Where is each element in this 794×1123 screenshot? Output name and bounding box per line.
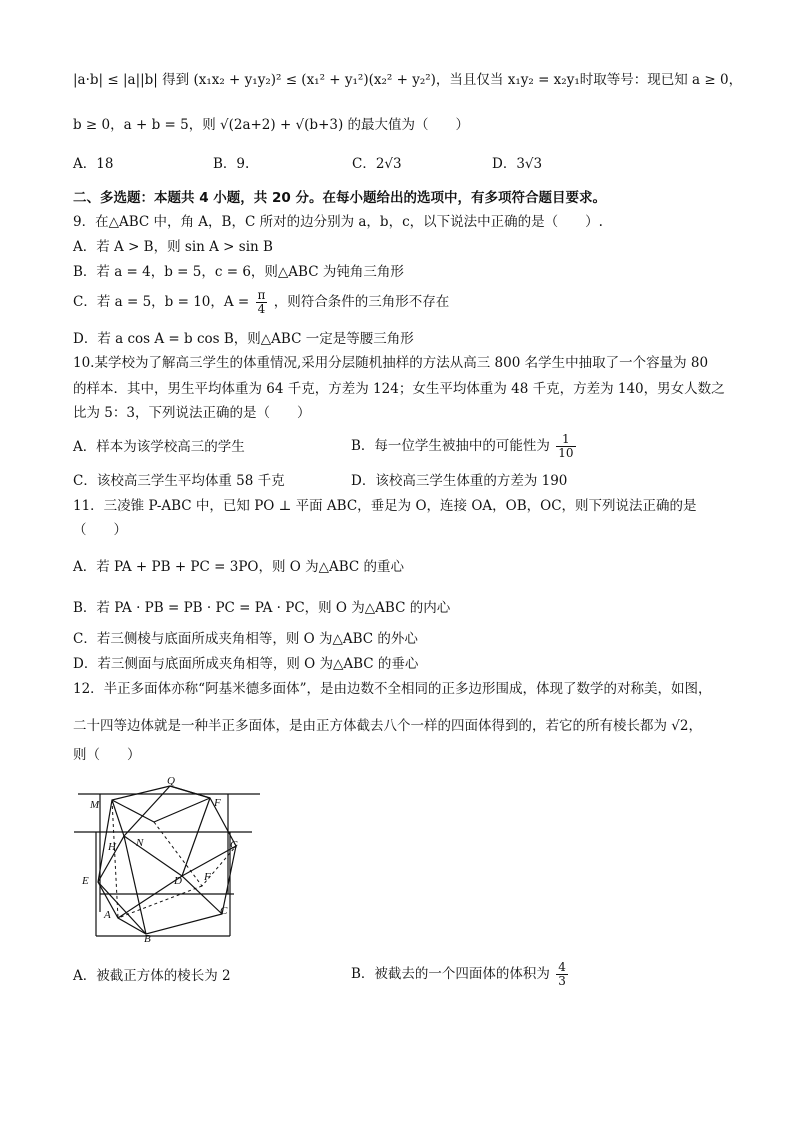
figure-label-f-top: F [214, 797, 221, 809]
q12-option-a[interactable]: A．被截正方体的棱长为 2 [73, 968, 231, 984]
q8-line-1: |a·b| ≤ |a||b| 得到 (x₁x₂ + y₁y₂)² ≤ (x₁² + y₁²)(x₂² + y₂²)，当且仅当 x₁y₂ = x₂y₁时取等号：现已知 a ≥ 0， [73, 72, 743, 88]
figure-label-g: G [230, 839, 238, 851]
q9-option-a[interactable]: A．若 A > B，则 sin A > sin B [73, 239, 273, 255]
q10-option-b-numerator: 1 [556, 433, 575, 447]
q12-option-b-denominator: 3 [558, 974, 566, 988]
q12-option-b-prefix: B．被截去的一个四面体的体积为 [351, 966, 550, 982]
q9-option-c-prefix: C．若 a = 5，b = 10，A = [73, 294, 250, 310]
q8-option-c[interactable]: C．2√3 [352, 156, 402, 172]
q9-option-c-fraction [256, 289, 268, 316]
section-2-title: 二、多选题：本题共 4 小题，共 20 分。在每小题给出的选项中，有多项符合题目要求。 [73, 190, 606, 206]
q10-line-3: 比为 5：3，下列说法正确的是（ ） [73, 405, 311, 421]
polyhedron-diagram [70, 776, 270, 944]
q12-line-2: 二十四等边体就是一种半正多面体，是由正方体截去八个一样的四面体得到的，若它的所有棱长都为 √2， [73, 718, 702, 734]
q11-option-b[interactable]: B．若 PA · PB = PB · PC = PA · PC，则 O 为△ABC 的内心 [73, 600, 451, 616]
q9-option-d[interactable]: D．若 a cos A = b cos B，则△ABC 一定是等腰三角形 [73, 331, 414, 347]
q10-line-1: 10.某学校为了解高三学生的体重情况,采用分层随机抽样的方法从高三 800 名学生中抽取了一个容量为 80 [73, 355, 709, 371]
q12-line-1: 12．半正多面体亦称“阿基米德多面体”，是由边数不全相同的正多边形围成，体现了数学的对称美，如图， [73, 681, 712, 697]
q10-option-c[interactable]: C．该校高三学生平均体重 58 千克 [73, 473, 285, 489]
q11-line-1: 11．三凌锥 P-ABC 中，已知 PO ⊥ 平面 ABC，垂足为 O，连接 OA，OB，OC，则下列说法正确的是 [73, 498, 697, 514]
q8-option-b[interactable]: B．9. [213, 156, 250, 172]
q9-option-c-suffix: ，则符合条件的三角形不存在 [273, 294, 450, 310]
figure-label-f: F [204, 871, 211, 883]
figure-label-a: A [104, 909, 111, 921]
q10-option-b-prefix: B．每一位学生被抽中的可能性为 [351, 438, 550, 454]
figure-label-c: C [220, 905, 228, 917]
q8-line-2: b ≥ 0，a + b = 5，则 √(2a+2) + √(b+3) 的最大值为（ ） [73, 117, 470, 133]
polyhedron-figure [70, 776, 270, 944]
q9-option-c[interactable] [73, 289, 449, 316]
figure-label-b: B [144, 933, 151, 944]
q10-option-b-denominator: 10 [558, 446, 574, 460]
figure-label-q: Q [167, 776, 175, 787]
figure-label-d: D [174, 875, 182, 887]
figure-label-m: M [90, 799, 100, 811]
q11-option-d[interactable]: D．若三侧面与底面所成夹角相等，则 O 为△ABC 的垂心 [73, 656, 419, 672]
q9-stem: 9．在△ABC 中，角 A，B，C 所对的边分别为 a，b，c，以下说法中正确的是（ ）. [73, 214, 603, 230]
q8-options [73, 154, 543, 174]
q9-option-c-numerator: π [257, 288, 266, 302]
figure-label-e: E [82, 875, 89, 887]
q12-option-b-fraction [556, 961, 568, 988]
q9-option-b[interactable]: B．若 a = 4，b = 5，c = 6，则△ABC 为钝角三角形 [73, 264, 404, 280]
q10-option-b-fraction [556, 433, 575, 460]
figure-label-n: N [136, 837, 144, 849]
q8-option-a[interactable]: A．18 [73, 156, 114, 172]
q12-option-b[interactable] [351, 954, 570, 994]
q11-option-c[interactable]: C．若三侧棱与底面所成夹角相等，则 O 为△ABC 的外心 [73, 631, 418, 647]
q10-option-a[interactable]: A．样本为该学校高三的学生 [73, 439, 245, 455]
q10-option-b[interactable] [351, 426, 578, 466]
q8-option-d[interactable]: D．3√3 [492, 156, 543, 172]
q10-line-2: 的样本．其中，男生平均体重为 64 千克，方差为 124；女生平均体重为 48 千克，方差为 140，男女人数之 [73, 381, 725, 397]
q10-option-d[interactable]: D．该校高三学生体重的方差为 190 [351, 473, 568, 489]
q9-option-c-denominator: 4 [257, 302, 266, 316]
q12-option-b-numerator: 4 [558, 960, 566, 974]
q11-line-2: （ ） [73, 522, 127, 538]
q12-line-3: 则（ ） [73, 747, 141, 763]
figure-label-h: H [108, 841, 116, 853]
q11-option-a[interactable]: A．若 PA + PB + PC = 3PO，则 O 为△ABC 的重心 [73, 559, 405, 575]
